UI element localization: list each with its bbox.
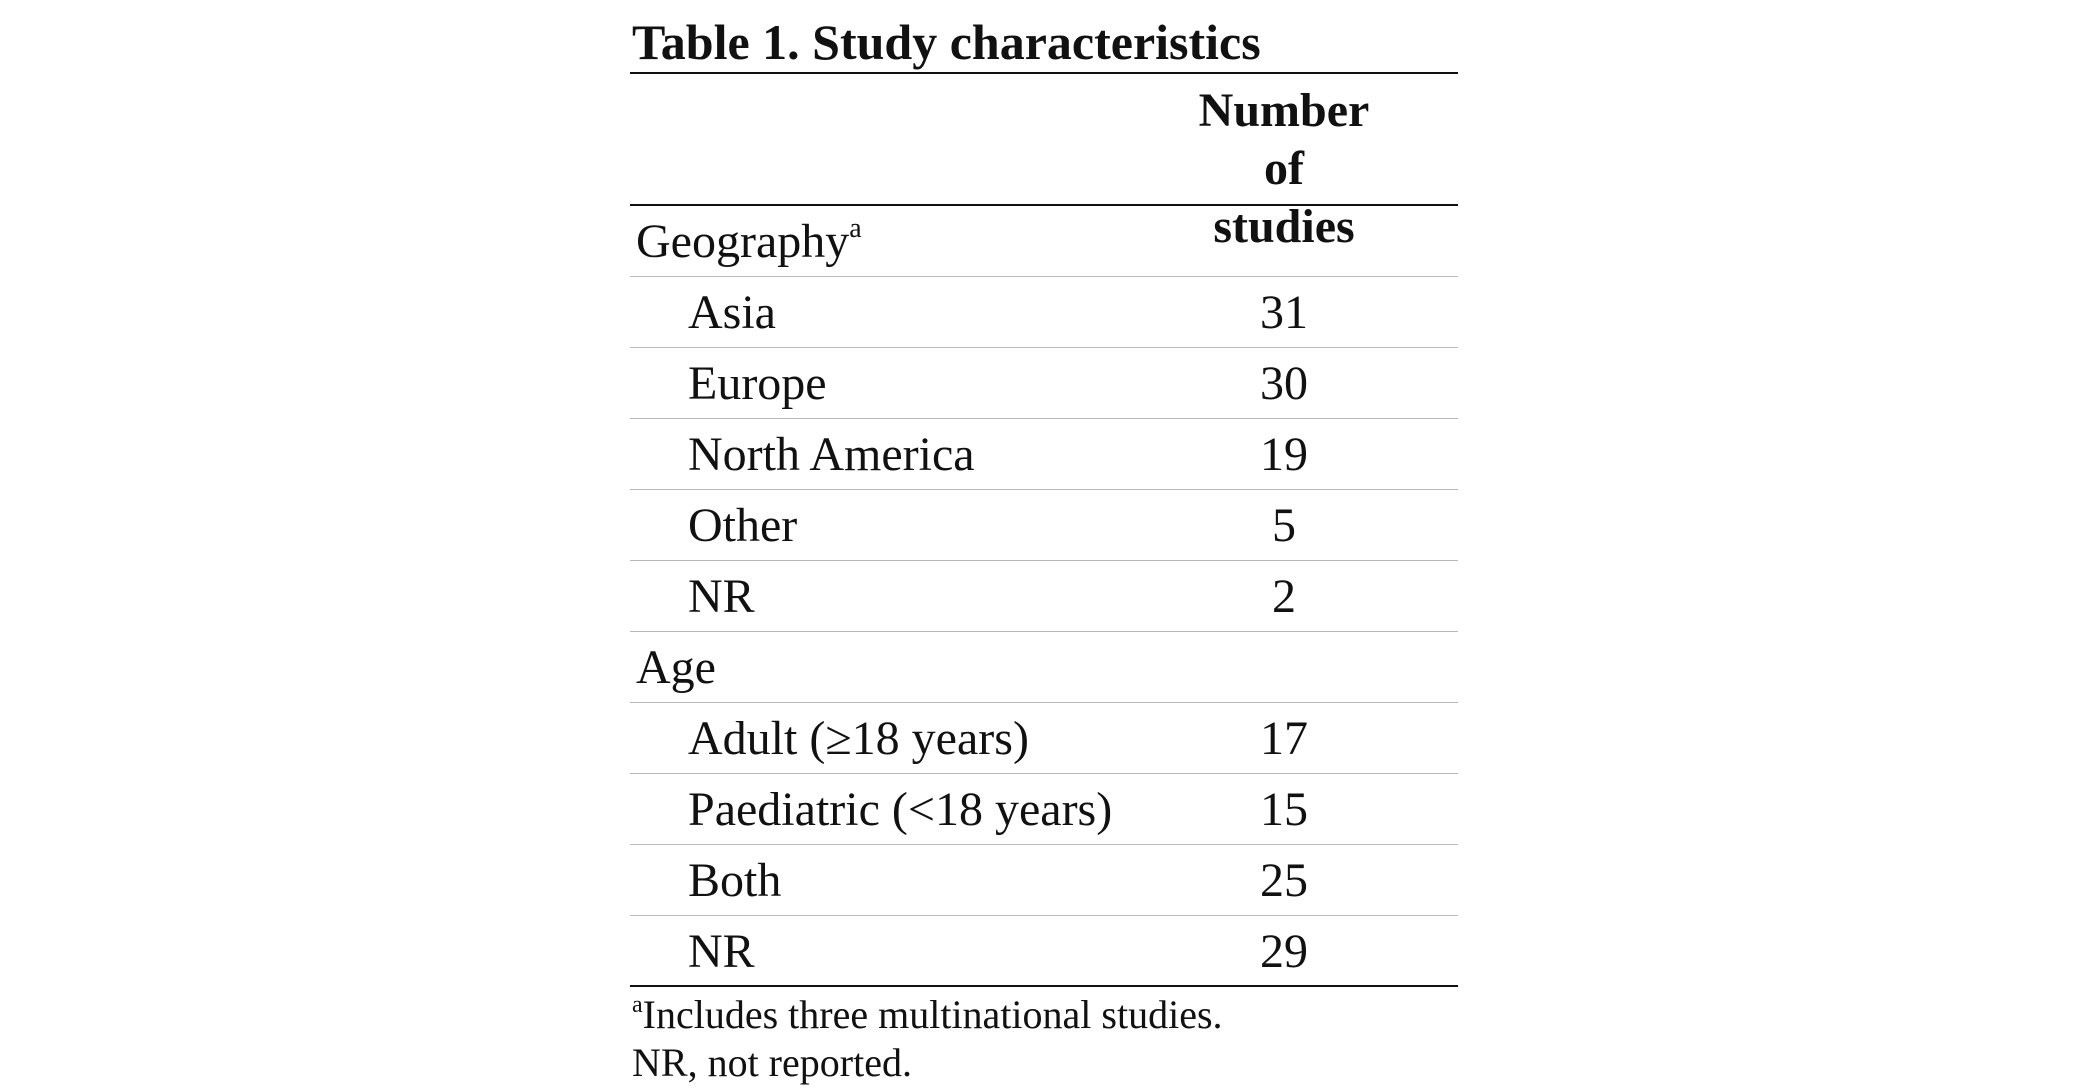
- study-characteristics-table: [630, 12, 1458, 1087]
- section-label: Age: [636, 641, 716, 694]
- table-row: [630, 277, 1458, 348]
- table-row: [630, 703, 1458, 774]
- column-header-line2: studies: [1213, 200, 1355, 253]
- table-row: [630, 774, 1458, 845]
- row-label: Adult (≥18 years): [688, 712, 1029, 765]
- footnote-nr: NR, not reported.: [632, 1040, 912, 1085]
- section-label: [636, 206, 862, 277]
- row-value: 29: [1260, 925, 1308, 978]
- table-row: [630, 348, 1458, 419]
- row-label: Other: [688, 499, 798, 552]
- row-label: Paediatric (<18 years): [688, 783, 1113, 836]
- table-row: [630, 845, 1458, 916]
- table-row: [630, 561, 1458, 632]
- table-row: [630, 490, 1458, 561]
- footnote-marker: a: [849, 213, 862, 244]
- table-footnotes: [630, 991, 1458, 1087]
- table-row: [630, 419, 1458, 490]
- row-label: Asia: [688, 286, 776, 339]
- table-title: Table 1. Study characteristics: [632, 14, 1261, 70]
- footnote-a-text: Includes three multinational studies.: [642, 992, 1223, 1037]
- row-value: 19: [1260, 428, 1308, 481]
- row-label: Both: [688, 854, 782, 907]
- row-label: NR: [688, 570, 755, 623]
- row-value: 17: [1260, 712, 1308, 765]
- row-value: 5: [1272, 499, 1296, 552]
- table-row: [630, 916, 1458, 987]
- row-value: 31: [1260, 286, 1308, 339]
- row-value: 25: [1260, 854, 1308, 907]
- row-value: 2: [1272, 570, 1296, 623]
- section-row-age: [630, 632, 1458, 703]
- footnote-a: [632, 991, 1458, 1039]
- row-label: North America: [688, 428, 975, 481]
- section-row-geography: [630, 206, 1458, 277]
- row-value: 30: [1260, 357, 1308, 410]
- section-label-text: Geography: [636, 215, 850, 268]
- row-value: 15: [1260, 783, 1308, 836]
- column-header-line1: Number of: [1198, 84, 1370, 195]
- row-label: NR: [688, 925, 755, 978]
- footnote-a-marker: a: [632, 992, 643, 1018]
- row-label: Europe: [688, 357, 827, 410]
